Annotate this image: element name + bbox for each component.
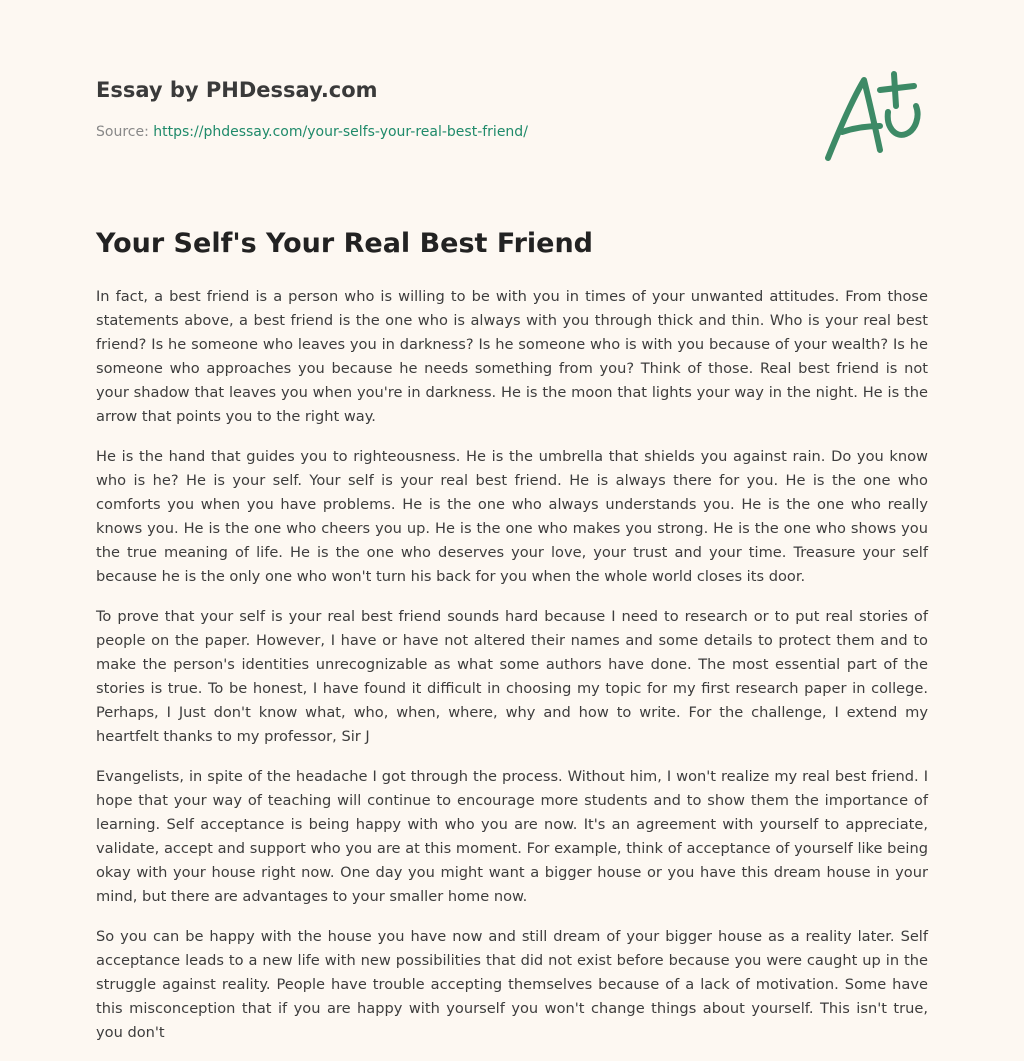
- essay-paragraph: Evangelists, in spite of the headache I got through the process. Without him, I won't realize my real best friend. I hope that your way of teaching will continue to encourage more students and to show them the importance of learning. Self acceptance is being happy with who you are now. It's an agreement with yourself to appreciate, validate, accept and support who you are at this moment. For example, think of acceptance of yourself like being okay with your house right now. One day you might want a bigger house or you have this dream house in your mind, but there are advantages to your smaller home now.: [96, 768, 928, 905]
- source-link[interactable]: https://phdessay.com/your-selfs-your-real-best-friend/: [153, 124, 528, 140]
- essay-paragraph: In fact, a best friend is a person who is willing to be with you in times of your unwanted attitudes. From those statements above, a best friend is the one who is always with you through thick and thin. Who is your real best friend? Is he someone who leaves you in darkness? Is he someone who is with you because of your wealth? Is he someone who approaches you because he needs something from you? Think of those. Real best friend is not your shadow that leaves you when you're in darkness. He is the moon that lights your way in the night. He is the arrow that points you to the right way.: [96, 288, 928, 425]
- essay-paragraph: He is the hand that guides you to righteousness. He is the umbrella that shields you against rain. Do you know who is he? He is your self. Your self is your real best friend. He is always there for you. He is the one who comforts you when you have problems. He is the one who always understands you. He is the one who really knows you. He is the one who cheers you up. He is the one who makes you strong. He is the one who shows you the true meaning of life. He is the one who deserves your love, your trust and your time. Treasure your self because he is the only one who won't turn his back for you when the whole world closes its door.: [96, 448, 928, 585]
- essay-body: [96, 285, 928, 1061]
- page-header: [96, 74, 796, 142]
- source-label: Source:: [96, 124, 154, 140]
- brand-title: Essay by PHDessay.com: [96, 78, 378, 102]
- essay-title: Your Self's Your Real Best Friend: [96, 228, 594, 259]
- essay-paragraph: To prove that your self is your real best friend sounds hard because I need to research or to put real stories of people on the paper. However, I have or have not altered their names and some details to protect them and to make the person's identities unrecognizable as what some authors have done. The most essential part of the stories is true. To be honest, I have found it difficult in choosing my topic for my first research paper in college. Perhaps, I Just don't know what, who, when, where, why and how to write. For the challenge, I extend my heartfelt thanks to my professor, Sir J: [96, 608, 928, 745]
- essay-paragraph: So you can be happy with the house you have now and still dream of your bigger house as a reality later. Self acceptance leads to a new life with new possibilities that did not exist before because you were caught up in the struggle against reality. People have trouble accepting themselves because of a lack of motivation. Some have this misconception that if you are happy with yourself you won't change things about yourself. This isn't true, you don't: [96, 928, 928, 1041]
- a-plus-logo-icon: [818, 66, 928, 166]
- source-line: [96, 122, 796, 142]
- logo-text: [0, 0, 1, 1]
